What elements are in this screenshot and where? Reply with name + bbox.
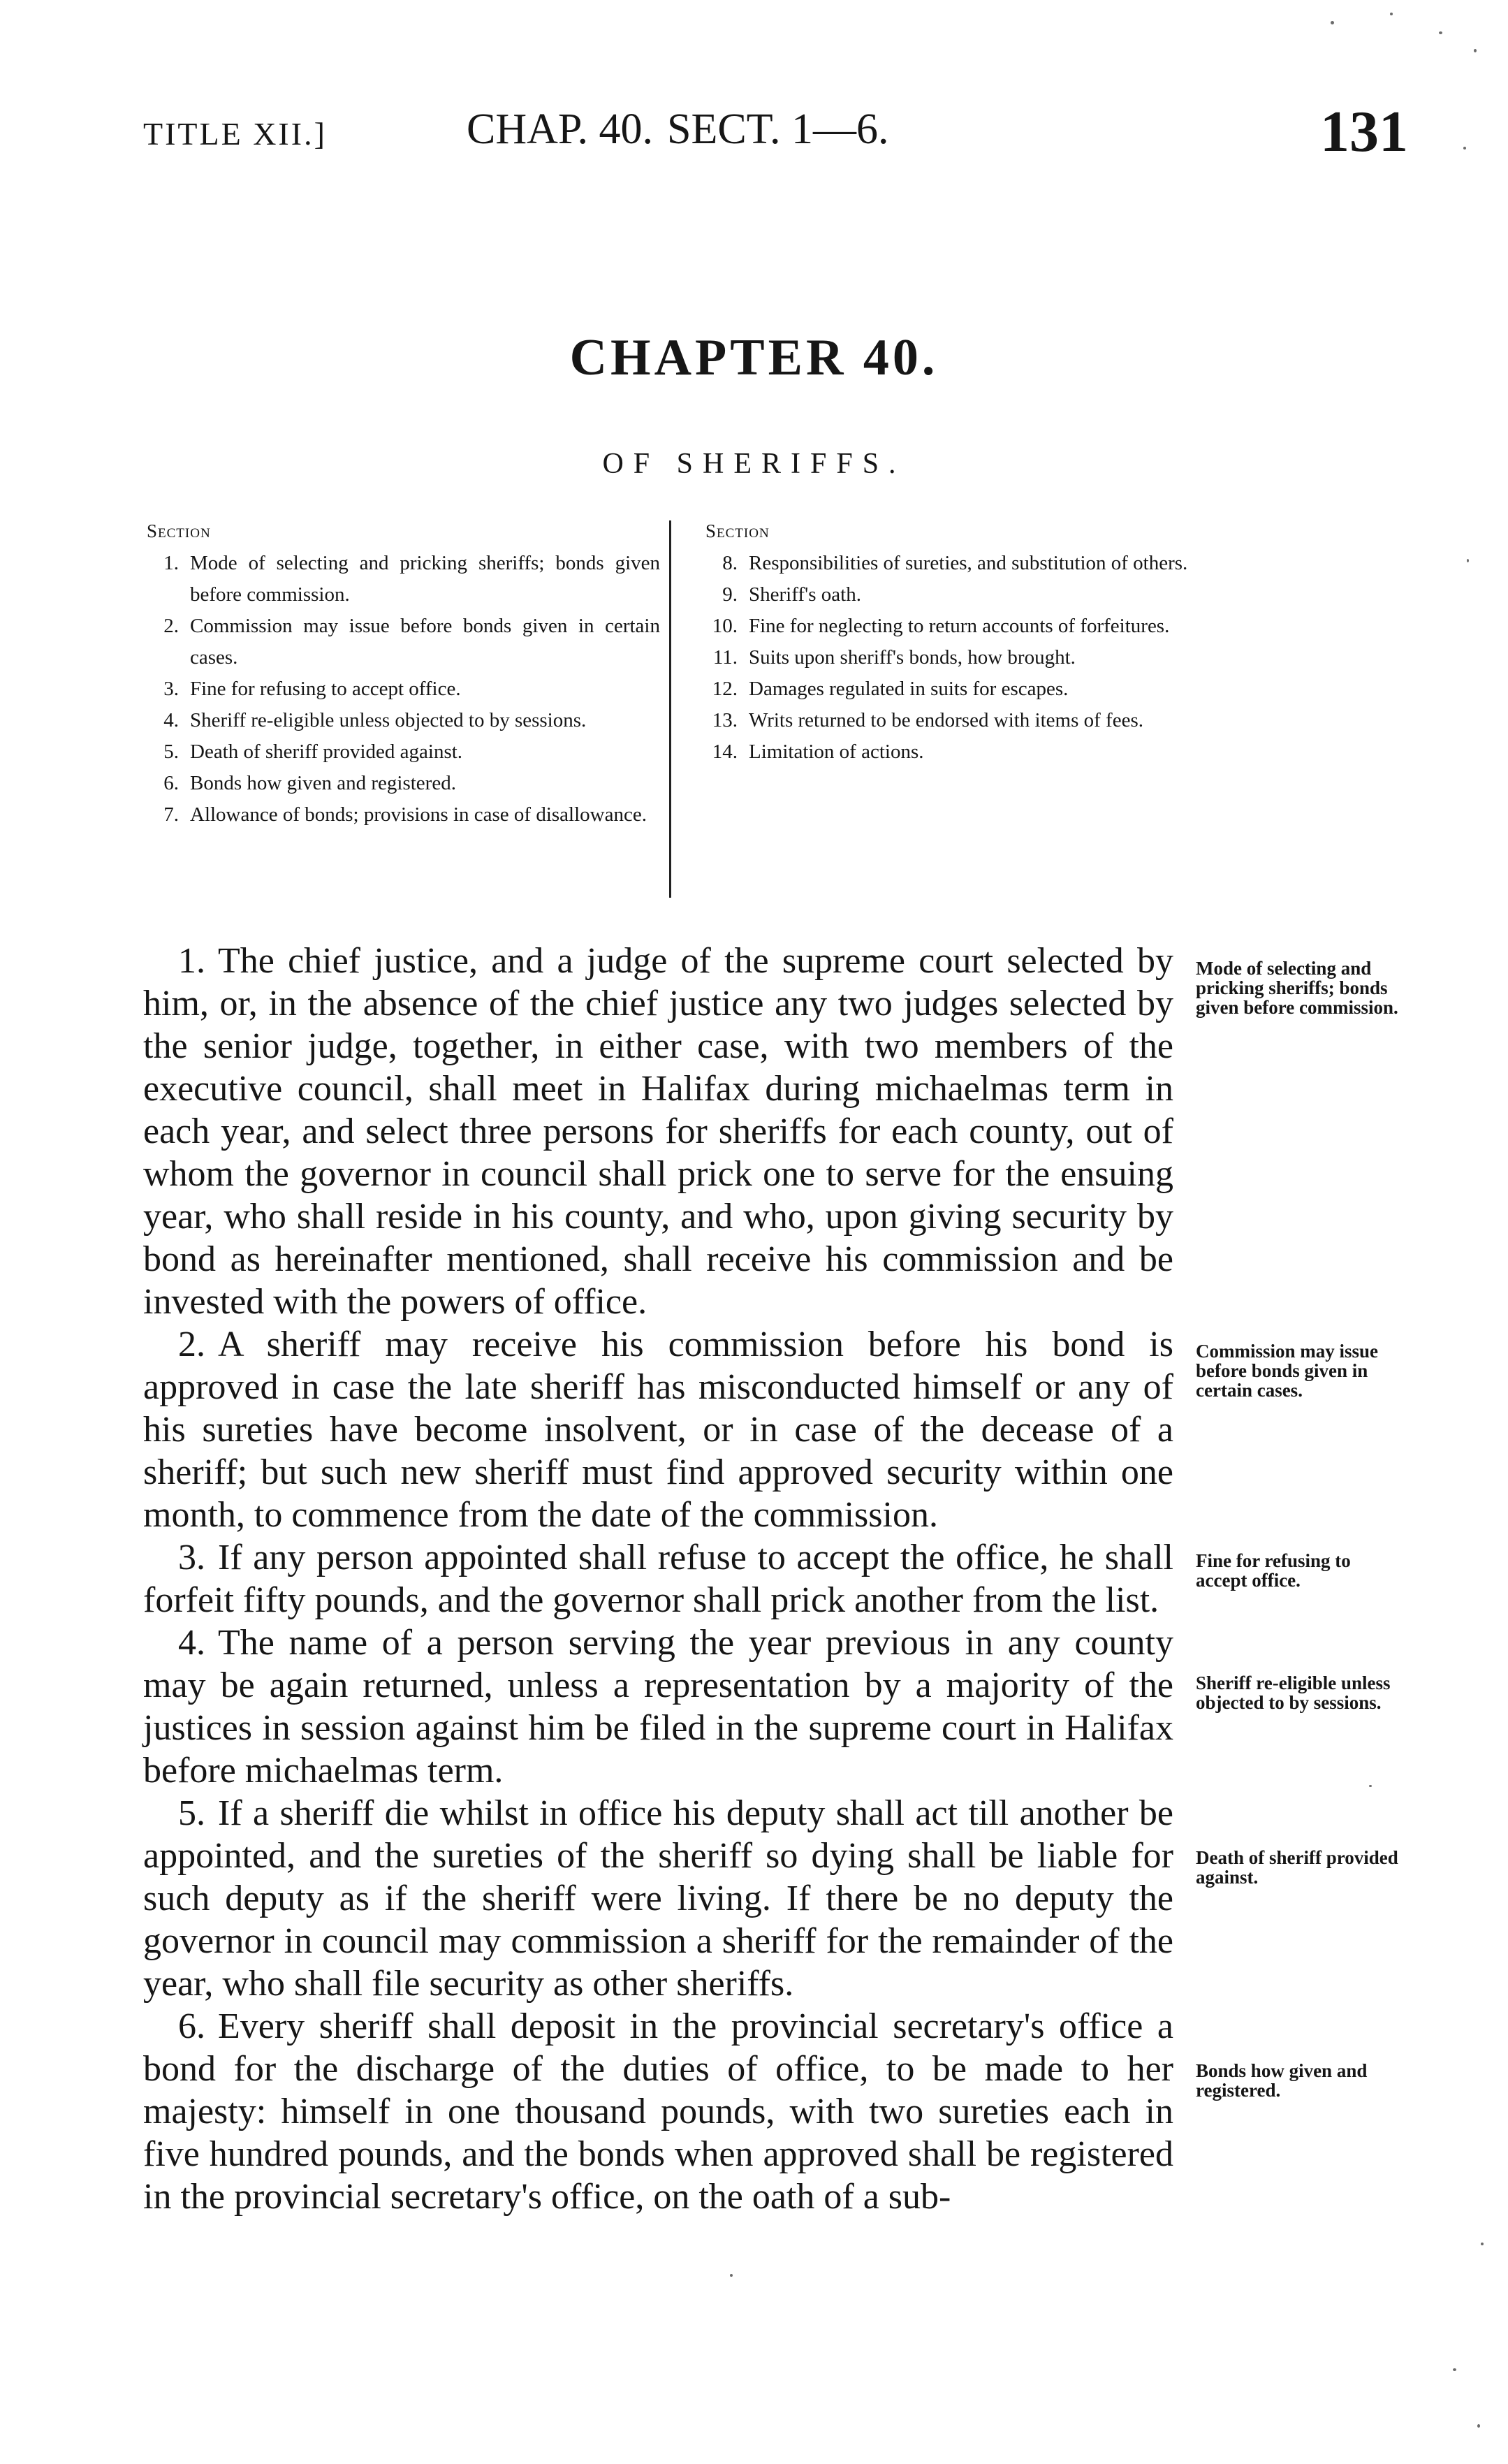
section-paragraph <box>143 2005 1173 2218</box>
section-text: If a sheriff die whilst in office his deputy shall act till another be appointed, and the sureties of the sheriff so dying shall be liable for such deputy as if the sheriff were living. If there be no deputy the governor in council may commission a sheriff for the remainder of the year, who shall file security as other sheriffs. <box>143 1793 1173 2004</box>
section-text: Every sheriff shall deposit in the provincial secretary's office a bond for the discharge of the duties of office, to be made to her majesty: himself in one thousand pounds, with two sureties each in five hundred pounds, and the bonds when approved shall be registered in the provincial secretary's office, on the oath of a sub- <box>143 2006 1173 2217</box>
contents-entry-number: 2. <box>163 615 179 637</box>
contents-entry-text: Responsibilities of sureties, and substitution of others. <box>749 552 1188 574</box>
contents-entry <box>705 579 1198 611</box>
side-note: Commission may issue before bonds given in certain cases. <box>1196 1341 1379 1401</box>
scan-speck <box>1439 31 1442 34</box>
contents-entry-text: Writs returned to be endorsed with items of fees. <box>749 709 1143 731</box>
contents-left-column <box>147 520 660 831</box>
contents-entry-text: Allowance of bonds; provisions in case of disallowance. <box>190 803 647 826</box>
scan-speck <box>1481 2243 1484 2245</box>
contents-entry-text: Mode of selecting and pricking sheriffs; bonds given before commission. <box>190 552 660 606</box>
contents-entry <box>705 642 1198 673</box>
contents-entry <box>147 673 660 705</box>
scan-speck <box>1390 13 1393 15</box>
page-number: 131 <box>1320 99 1408 164</box>
running-header-chapter: CHAP. 40. <box>467 105 654 153</box>
contents-entry-number: 12. <box>712 678 738 700</box>
contents-entry-number: 11. <box>712 646 738 669</box>
section-number: 1. <box>178 941 205 981</box>
contents-section-label: Section <box>705 520 770 541</box>
contents-entry <box>147 611 660 673</box>
contents-entry-number: 6. <box>163 772 179 794</box>
contents-entry-number: 10. <box>712 615 738 637</box>
section-number: 5. <box>178 1793 205 1833</box>
section-paragraph <box>143 1536 1173 1621</box>
contents-divider <box>669 520 671 898</box>
contents-entry-text: Fine for neglecting to return accounts of forfeitures. <box>749 615 1170 637</box>
section-paragraph <box>143 1621 1173 1792</box>
contents-entry <box>705 736 1198 768</box>
side-note: Sheriff re-eligible unless objected to by sessions. <box>1196 1672 1391 1713</box>
contents-entry <box>705 611 1198 642</box>
scan-speck <box>1477 2424 1480 2428</box>
section-paragraph <box>143 1792 1173 2005</box>
running-header-title: TITLE XII.] <box>143 116 327 152</box>
contents-right-column <box>705 520 1198 768</box>
contents-entry-text: Limitation of actions. <box>749 741 924 763</box>
chapter-body <box>143 940 1173 2218</box>
contents-entry <box>705 673 1198 705</box>
side-note: Death of sheriff provided against. <box>1196 1847 1398 1888</box>
section-paragraph <box>143 1323 1173 1536</box>
running-header-sections: SECT. 1—6. <box>667 105 889 153</box>
section-number: 3. <box>178 1538 205 1577</box>
contents-entry-text: Fine for refusing to accept office. <box>190 678 461 700</box>
contents-entry <box>147 548 660 611</box>
scan-speck <box>730 2274 733 2277</box>
contents-entry-text: Damages regulated in suits for escapes. <box>749 678 1069 700</box>
scan-speck <box>1453 2368 1456 2371</box>
section-number: 4. <box>178 1623 205 1663</box>
contents-section-label: Section <box>147 520 211 541</box>
contents-entry <box>705 705 1198 736</box>
scan-speck <box>1369 1785 1372 1787</box>
chapter-heading: CHAPTER 40. <box>569 329 939 386</box>
contents-entry-text: Death of sheriff provided against. <box>190 741 463 763</box>
contents-entry <box>147 736 660 768</box>
section-number: 2. <box>178 1325 205 1364</box>
contents-entry-number: 8. <box>722 552 738 574</box>
chapter-subheading: OF SHERIFFS. <box>602 448 906 480</box>
contents-entry-text: Suits upon sheriff's bonds, how brought. <box>749 646 1076 669</box>
scan-speck <box>1463 147 1466 150</box>
contents-entry-number: 9. <box>722 583 738 606</box>
contents-list <box>705 548 1198 768</box>
contents-entry-number: 13. <box>712 709 738 731</box>
contents-entry-text: Sheriff re-eligible unless objected to by sessions. <box>190 709 587 731</box>
side-note: Bonds how given and registered. <box>1196 2060 1368 2101</box>
contents-entry-number: 1. <box>163 552 179 574</box>
contents-entry-number: 3. <box>163 678 179 700</box>
contents-entry-text: Sheriff's oath. <box>749 583 861 606</box>
scan-speck <box>1331 21 1334 24</box>
section-number: 6. <box>178 2006 205 2046</box>
contents-entry-number: 4. <box>163 709 179 731</box>
contents-entry <box>147 799 660 831</box>
contents-entry-text: Bonds how given and registered. <box>190 772 456 794</box>
side-note: Fine for refusing to accept office. <box>1196 1550 1351 1591</box>
contents-entry <box>705 548 1198 579</box>
scan-speck <box>1467 559 1469 562</box>
section-text: A sheriff may receive his commission before his bond is approved in case the late sheriff has misconducted himself or any of his sureties have become insolvent, or in case of the decease of a sheriff; but such new sheriff must find approved security within one month, to commence from the date of the commission. <box>143 1325 1173 1535</box>
scan-speck <box>1474 49 1477 52</box>
side-note: Mode of selecting and pricking sheriffs; bonds given before commission. <box>1196 958 1398 1018</box>
contents-entry <box>147 705 660 736</box>
contents-list <box>147 548 660 831</box>
contents-entry-number: 7. <box>163 803 179 826</box>
section-paragraph <box>143 940 1173 1323</box>
contents-entry <box>147 768 660 799</box>
contents-entry-number: 14. <box>712 741 738 763</box>
contents-entry-text: Commission may issue before bonds given in certain cases. <box>190 615 660 669</box>
section-text: If any person appointed shall refuse to accept the office, he shall forfeit fifty pounds, and the governor shall prick another from the list. <box>143 1538 1173 1620</box>
contents-entry-number: 5. <box>163 741 179 763</box>
section-text: The chief justice, and a judge of the supreme court selected by him, or, in the absence of the chief justice any two judges selected by the senior judge, together, in either case, with two members of the executive council, shall meet in Halifax during michaelmas term in each year, and select three persons for sheriffs for each county, out of whom the governor in council shall prick one to serve for the ensuing year, who shall reside in his county, and who, upon giving security by bond as hereinafter mentioned, shall receive his commission and be invested with the powers of office. <box>143 941 1173 1322</box>
section-text: The name of a person serving the year previous in any county may be again returned, unless a representation by a majority of the justices in session against him be filed in the supreme court in Halifax before michaelmas term. <box>143 1623 1173 1791</box>
